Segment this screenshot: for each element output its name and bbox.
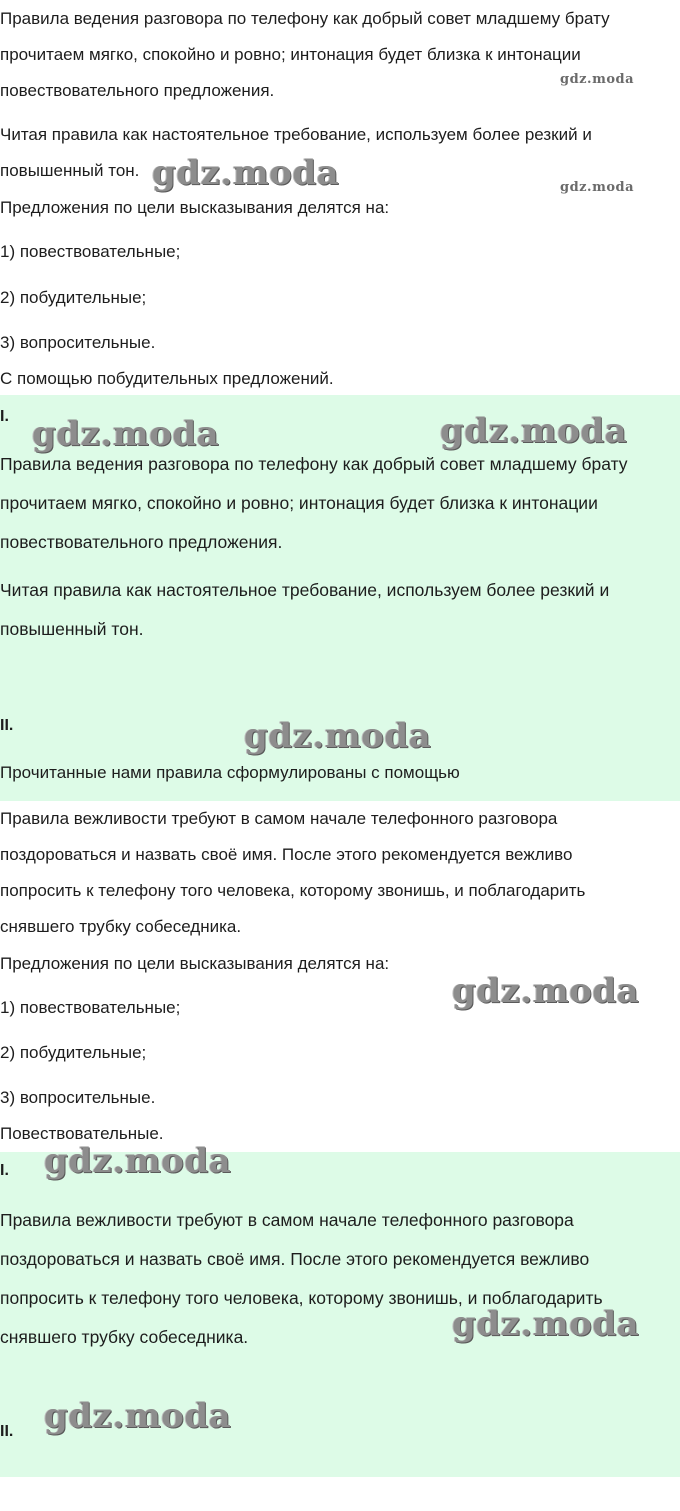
list-item: 2) побудительные; (0, 288, 147, 307)
roman-numeral: I. (0, 1162, 9, 1179)
answer-text: С помощью побудительных предложений. (0, 369, 334, 388)
roman-numeral: II. (0, 717, 14, 734)
watermark-logo: gdz.moda (452, 1304, 640, 1344)
watermark-logo: gdz.moda (244, 716, 432, 756)
list-item: 3) вопросительные. (0, 1088, 156, 1107)
list-item: 1) повествовательные; (0, 242, 181, 261)
watermark-logo: gdz.moda (32, 414, 220, 454)
list-item: 1) повествовательные; (0, 998, 181, 1017)
watermark-logo: gdz.moda (44, 1396, 232, 1436)
answer-text: Повествовательные. (0, 1124, 164, 1143)
paragraph-1: Правила ведения разговора по телефону как добрый совет младшему брату прочитаем мягко, спокойно и ровно; интонация будет близка к интонации повествовательного предложения. (0, 9, 610, 100)
paragraph-3: Прочитанные нами правила сформулированы с помощью (0, 763, 460, 782)
watermark-logo: gdz.moda (560, 180, 635, 195)
paragraph-2: Читая правила как настоятельное требование, используем более резкий и повышенный тон. (0, 580, 610, 639)
paragraph-1: Правила ведения разговора по телефону как добрый совет младшему брату прочитаем мягко, спокойно и ровно; интонация будет близка к интонации повествовательного предложения. (0, 454, 628, 552)
watermark-logo: gdz.moda (44, 1141, 232, 1181)
paragraph-1: Правила вежливости требуют в самом начале телефонного разговора поздороваться и назвать своё имя. После этого рекомендуется вежливо попросить к телефону того человека, которому звонишь, и поблагодарить снявшего трубку собеседника. (0, 1210, 603, 1347)
paragraph-1: Правила вежливости требуют в самом начале телефонного разговора поздороваться и назвать своё имя. После этого рекомендуется вежливо попросить к телефону того человека, которому звонишь, и поблагодарить снявшего трубку собеседника. (0, 809, 586, 936)
watermark-logo: gdz.moda (452, 971, 640, 1011)
watermark-logo: gdz.moda (560, 72, 635, 87)
list-intro: Предложения по цели высказывания делятся на: (0, 954, 390, 973)
paragraph-2: Читая правила как настоятельное требование, используем более резкий и повышенный тон. (0, 125, 592, 180)
list-item: 3) вопросительные. (0, 333, 156, 352)
roman-numeral: II. (0, 1423, 14, 1440)
list-item: 2) побудительные; (0, 1043, 147, 1062)
list-intro: Предложения по цели высказывания делятся на: (0, 198, 390, 217)
roman-numeral: I. (0, 408, 9, 425)
watermark-logo: gdz.moda (152, 153, 340, 193)
watermark-logo: gdz.moda (440, 411, 628, 451)
